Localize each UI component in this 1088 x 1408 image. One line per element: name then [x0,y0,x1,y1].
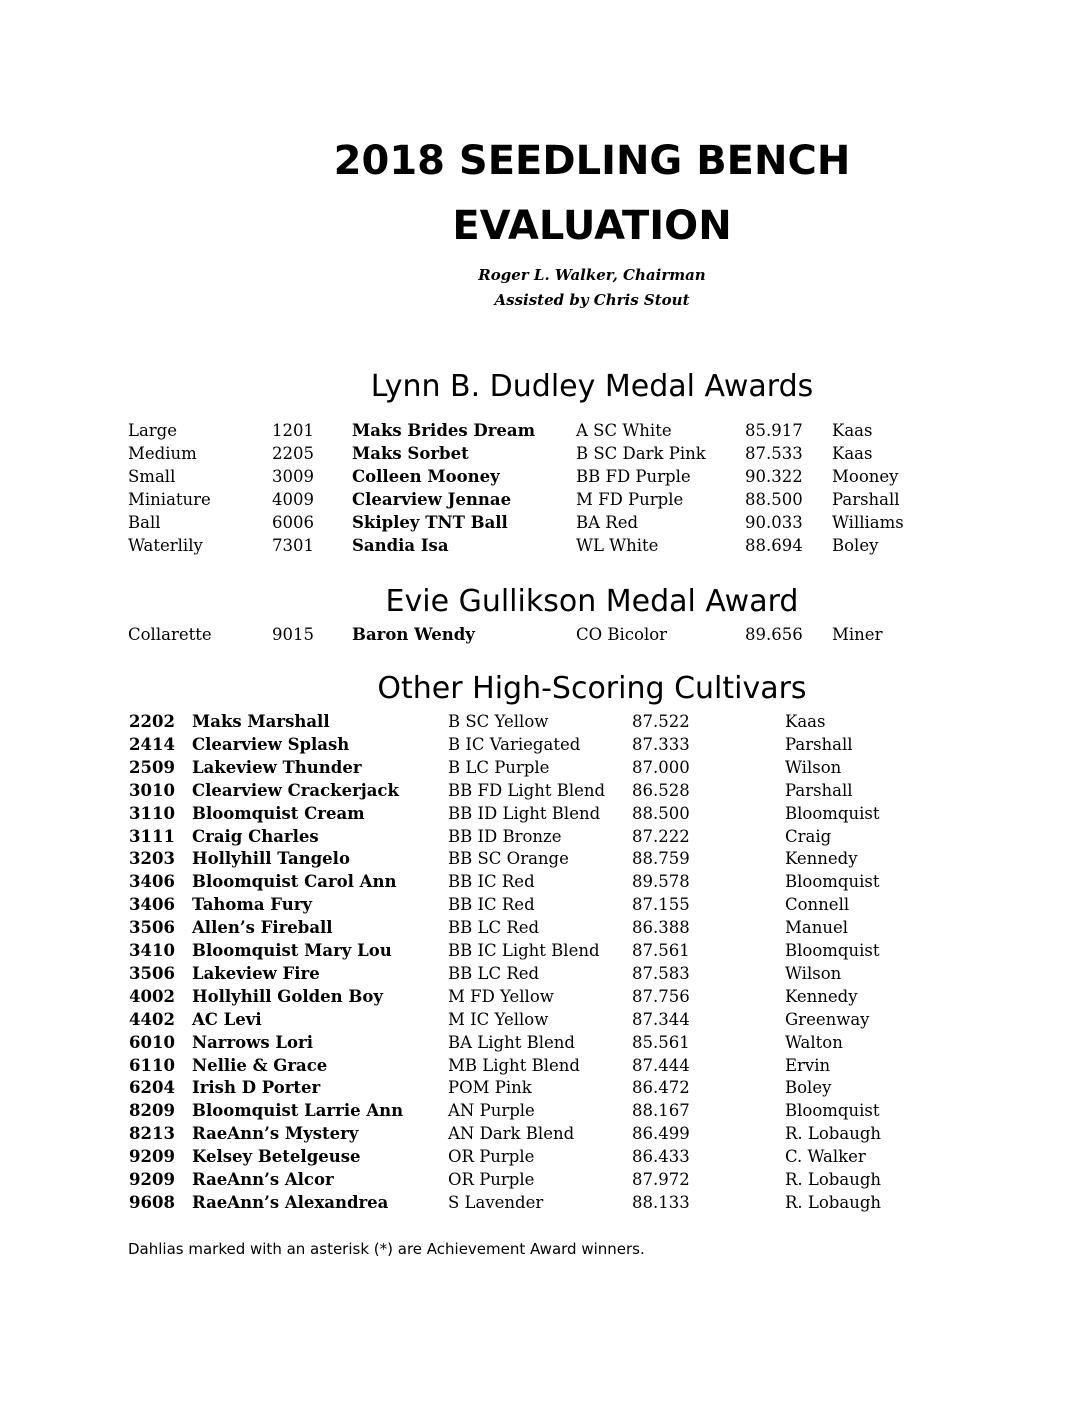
cell-score: 86.472 [632,1078,690,1098]
table-row [0,534,1088,557]
cell-name: Clearview Splash [192,734,350,754]
cell-number: 2202 [129,712,175,731]
cell-form: BB FD Light Blend [448,780,606,800]
page-title-line-1: 2018 SEEDLING BENCH [333,138,851,184]
cell-form: M FD Yellow [448,986,554,1006]
cell-number: 2414 [129,734,175,754]
table-row [0,916,1088,939]
cell-form: S Lavender [448,1192,544,1212]
table-row [0,1122,1088,1145]
cell-name: Baron Wendy [352,625,475,644]
cell-grower: Manuel [785,918,849,938]
cell-form: A SC White [576,421,672,440]
cell-name: Hollyhill Golden Boy [192,986,383,1006]
table-row [0,1054,1088,1077]
cell-number: 8209 [129,1101,175,1121]
cell-grower: Williams [832,513,904,532]
cell-number: 6204 [129,1078,175,1098]
table-row [0,1031,1088,1054]
cell-name: Bloomquist Larrie Ann [192,1101,404,1121]
cell-form: BB ID Light Blend [448,803,601,823]
cell-name: Maks Marshall [192,712,330,731]
cell-number: 3406 [129,895,175,915]
cell-number: 4002 [129,986,175,1006]
cell-grower: Ervin [785,1055,831,1075]
cell-grower: Walton [785,1032,843,1052]
cell-name: Sandia Isa [352,536,449,555]
table-row [0,962,1088,985]
cell-number: 3203 [129,849,175,869]
cell-score: 88.167 [632,1101,690,1121]
cell-name: Maks Brides Dream [352,421,536,440]
cell-grower: Bloomquist [785,872,880,892]
cell-number: 3506 [129,918,175,938]
cell-grower: Mooney [832,467,899,486]
cell-score: 87.333 [632,734,690,754]
cell-number: 9209 [129,1170,175,1189]
cell-number: 3111 [129,826,175,846]
cell-score: 87.561 [632,941,690,960]
cell-class: Large [128,421,178,440]
cell-grower: Craig [785,826,832,846]
cell-name: Skipley TNT Ball [352,513,508,532]
table-row [0,779,1088,802]
cell-name: Bloomquist Mary Lou [192,941,392,960]
cell-grower: Bloomquist [785,941,880,960]
cell-name: Bloomquist Carol Ann [192,872,397,892]
table-row [0,733,1088,756]
table-row [0,802,1088,825]
cell-grower: Kaas [785,712,826,731]
table-row [0,1145,1088,1168]
cell-grower: Boley [832,536,879,555]
cell-name: Irish D Porter [192,1078,321,1098]
table-row [0,893,1088,916]
chairman-credit: Roger L. Walker, Chairman [478,266,706,284]
cell-number: 3406 [129,872,175,892]
cell-score: 88.500 [745,490,803,509]
cell-number: 9608 [129,1192,175,1212]
cell-name: Allen’s Fireball [192,918,333,938]
table-row [0,442,1088,465]
cell-grower: Miner [832,625,883,644]
cell-name: RaeAnn’s Alexandrea [192,1192,389,1212]
cell-score: 85.561 [632,1032,690,1052]
cell-name: Lakeview Fire [192,963,320,983]
cell-grower: R. Lobaugh [785,1124,882,1144]
table-row [0,511,1088,534]
cell-score: 86.528 [632,780,690,800]
cell-grower: Wilson [785,963,842,983]
cell-form: MB Light Blend [448,1055,580,1075]
cell-grower: Kennedy [785,849,858,869]
cell-name: Lakeview Thunder [192,757,362,777]
cell-number: 2509 [129,757,175,777]
cell-form: M IC Yellow [448,1009,549,1029]
cell-form: B IC Variegated [448,734,581,754]
cell-grower: Kennedy [785,986,858,1006]
cell-grower: Parshall [785,734,853,754]
cell-number: 1201 [272,421,314,440]
cell-score: 90.033 [745,513,803,532]
cell-grower: Parshall [832,490,900,509]
table-row [0,710,1088,733]
cell-form: B LC Purple [448,757,550,777]
cell-number: 3506 [129,963,175,983]
cell-number: 3009 [272,467,314,486]
cell-score: 87.583 [632,963,690,983]
cell-score: 87.000 [632,757,690,777]
cell-grower: Bloomquist [785,803,880,823]
cell-grower: Boley [785,1078,832,1098]
cell-score: 85.917 [745,421,803,440]
other-cultivars-heading: Other High-Scoring Cultivars [377,671,807,706]
table-row [0,1008,1088,1031]
cell-number: 4402 [129,1009,175,1029]
table-row [0,939,1088,962]
cell-grower: Greenway [785,1009,870,1029]
cell-form: POM Pink [448,1078,532,1098]
cell-score: 86.388 [632,918,690,938]
cell-score: 87.756 [632,986,690,1006]
cell-score: 88.500 [632,803,690,823]
cell-class: Small [128,467,176,486]
table-row [0,1076,1088,1099]
cell-grower: R. Lobaugh [785,1170,882,1189]
cell-form: WL White [576,536,659,555]
cell-form: CO Bicolor [576,625,668,644]
table-row [0,1191,1088,1214]
cell-form: BB SC Orange [448,849,569,869]
cell-score: 86.433 [632,1147,690,1167]
cell-grower: C. Walker [785,1147,866,1167]
table-row [0,623,1088,646]
cell-grower: Connell [785,895,850,915]
table-row [0,1168,1088,1191]
cell-score: 88.694 [745,536,803,555]
table-row [0,1099,1088,1122]
cell-form: BB IC Light Blend [448,941,600,960]
assistant-credit: Assisted by Chris Stout [494,291,690,309]
table-row [0,488,1088,511]
cell-form: BB IC Red [448,872,535,892]
cell-score: 89.656 [745,625,803,644]
cell-form: BB IC Red [448,895,535,915]
table-row [0,870,1088,893]
table-row [0,465,1088,488]
cell-name: AC Levi [192,1009,262,1029]
cell-score: 87.533 [745,444,803,463]
cell-form: AN Purple [448,1101,535,1121]
cell-name: Kelsey Betelgeuse [192,1147,361,1167]
cell-score: 87.155 [632,895,690,915]
cell-number: 7301 [272,536,314,555]
cell-score: 89.578 [632,872,690,892]
evie-medal-heading: Evie Gullikson Medal Award [385,584,799,619]
cell-grower: Kaas [832,421,873,440]
cell-form: BB LC Red [448,963,540,983]
cell-name: Tahoma Fury [192,895,312,915]
cell-name: Clearview Crackerjack [192,780,399,800]
cell-name: Craig Charles [192,826,319,846]
cell-name: RaeAnn’s Alcor [192,1170,334,1189]
cell-form: BA Red [576,513,639,532]
cell-grower: Bloomquist [785,1101,880,1121]
cell-number: 2205 [272,444,314,463]
cell-score: 88.133 [632,1192,690,1212]
cell-number: 9015 [272,625,314,644]
table-row [0,756,1088,779]
cell-name: Hollyhill Tangelo [192,849,350,869]
cell-name: Clearview Jennae [352,490,512,509]
cell-number: 4009 [272,490,314,509]
cell-score: 87.344 [632,1009,690,1029]
cell-class: Miniature [128,490,211,509]
cell-class: Waterlily [128,536,203,555]
cell-number: 9209 [129,1147,175,1167]
cell-name: Bloomquist Cream [192,803,365,823]
cell-name: Colleen Mooney [352,467,500,486]
footnote: Dahlias marked with an asterisk (*) are Achievement Award winners. [128,1240,645,1258]
cell-form: BB ID Bronze [448,826,562,846]
cell-form: BB LC Red [448,918,540,938]
cell-number: 3110 [129,803,175,823]
cell-grower: R. Lobaugh [785,1192,882,1212]
cell-name: Narrows Lori [192,1032,313,1052]
page-title-line-2: EVALUATION [452,203,732,249]
table-row [0,419,1088,442]
cell-number: 3410 [129,941,175,960]
cell-name: RaeAnn’s Mystery [192,1124,359,1144]
cell-name: Nellie & Grace [192,1055,328,1075]
cell-name: Maks Sorbet [352,444,469,463]
cell-number: 3010 [129,780,175,800]
cell-score: 87.972 [632,1170,690,1189]
cell-class: Ball [128,513,161,532]
cell-form: M FD Purple [576,490,684,509]
cell-score: 90.322 [745,467,803,486]
cell-score: 88.759 [632,849,690,869]
cell-score: 87.444 [632,1055,690,1075]
cell-number: 8213 [129,1124,175,1144]
cell-form: AN Dark Blend [448,1124,575,1144]
table-row [0,825,1088,848]
cell-form: B SC Dark Pink [576,444,706,463]
cell-number: 6010 [129,1032,175,1052]
table-row [0,847,1088,870]
cell-form: BB FD Purple [576,467,691,486]
cell-score: 87.522 [632,712,690,731]
cell-score: 86.499 [632,1124,690,1144]
cell-grower: Parshall [785,780,853,800]
cell-grower: Kaas [832,444,873,463]
table-row [0,985,1088,1008]
cell-class: Medium [128,444,197,463]
cell-class: Collarette [128,625,212,644]
dudley-medal-heading: Lynn B. Dudley Medal Awards [370,369,814,404]
cell-number: 6006 [272,513,314,532]
cell-grower: Wilson [785,757,842,777]
cell-number: 6110 [129,1055,175,1075]
cell-form: BA Light Blend [448,1032,575,1052]
cell-form: B SC Yellow [448,712,549,731]
cell-score: 87.222 [632,826,690,846]
cell-form: OR Purple [448,1147,535,1167]
cell-form: OR Purple [448,1170,535,1189]
